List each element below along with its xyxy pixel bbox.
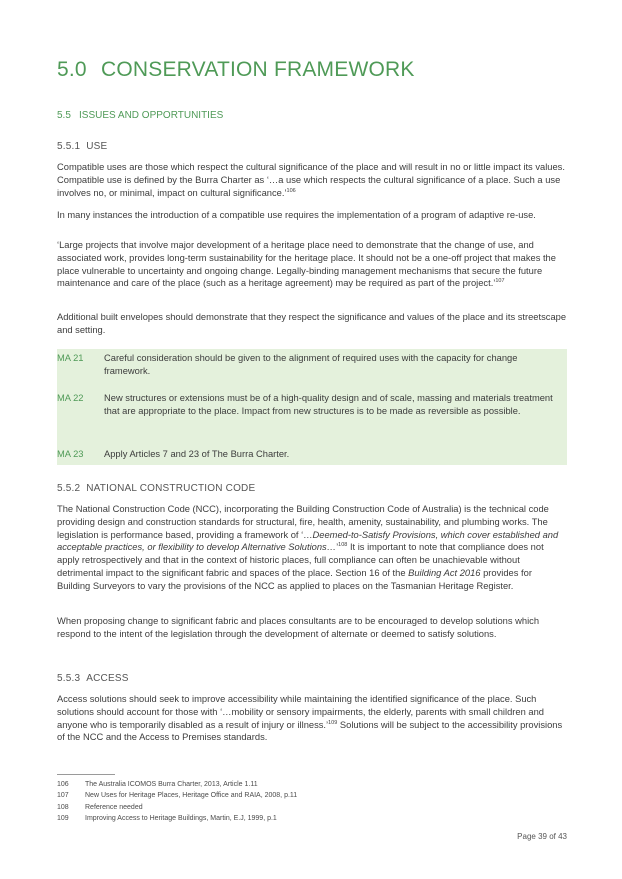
ma-text: Apply Articles 7 and 23 of The Burra Charter. [104, 449, 290, 459]
use-heading-title: USE [86, 141, 108, 152]
use-paragraph-3 [57, 239, 567, 290]
use-heading [57, 141, 107, 152]
chapter-title [57, 58, 415, 82]
ncc-p1-text-c: It is important to note that compliance does not apply retrospectively and that in the context of historic places, full compliance can often be unachievable without detrimental impact to the significant fabric and spaces of the place. Section 16 of the [57, 542, 544, 578]
use-paragraph-2: In many instances the introduction of a compatible use requires the implementation of a program of adaptive re-use. [57, 210, 536, 220]
ncc-heading [57, 483, 255, 494]
ncc-p1-text-a: The National Construction Code (NCC), incorporating the Building Construction Code of Australia) is the technical code providing design and construction standards for structural, fire, health, amenity, sustainability, and plumbing works. The legislation is performance based, providing a framework of ‘… [57, 504, 549, 540]
footnote-ref-106[interactable]: 106 [286, 187, 296, 194]
ncc-p1-text-b: ’ [336, 542, 339, 553]
footnotes [57, 779, 567, 825]
footnote-ref-108[interactable]: 108 [338, 542, 348, 549]
footnote-108 [57, 802, 567, 813]
ma-code: MA 22 [57, 393, 84, 403]
use-p1-text: Compatible uses are those which respect the cultural significance of the place and will result in no or little impact its values. Compatible use is defined by the Burra Charter as ‘…a use which respects the cultural significance of a place. Such a use involves no, or minimal, impact on cultural significance.’ [57, 162, 565, 198]
management-actions-box [57, 349, 567, 465]
footnote-109 [57, 813, 567, 824]
footnote-number: 107 [57, 792, 69, 800]
page-number: Page 39 of 43 [517, 832, 567, 841]
section-number: 5.5 [57, 110, 71, 121]
footnote-ref-107[interactable]: 107 [495, 278, 505, 285]
ncc-act-name: Building Act 2016 [408, 567, 481, 578]
footnote-text: Improving Access to Heritage Buildings, Martin, E.J, 1999, p.1 [85, 815, 277, 823]
use-heading-number: 5.5.1 [57, 141, 81, 152]
footnote-106 [57, 779, 567, 790]
access-p1-text-b: Solutions will be subject to the accessibility provisions of the NCC and the Access to Premises standards. [57, 719, 563, 743]
ncc-p1-italic-quote: Deemed-to-Satisfy Provisions, which cover established and acceptable practices, or flexibility to develop Alternative Solutions… [57, 529, 559, 553]
section-heading [57, 110, 223, 121]
footnote-number: 106 [57, 781, 69, 788]
chapter-title-text: CONSERVATION FRAMEWORK [101, 58, 415, 81]
access-heading [57, 673, 129, 684]
access-p1-text-a: Access solutions should seek to improve accessibility while maintaining the identified significance of the place. Such solutions should account for those with ‘…mobility or sensory impairments, the elderly, parents with small children and anyone who is temporarily disabled as a result of injury or illness.’ [57, 694, 544, 730]
section-title: ISSUES AND OPPORTUNITIES [79, 110, 224, 121]
use-p3-text: ‘Large projects that involve major development of a heritage place need to demonstrate that the change of use, and associated work, provides long-term sustainability for the heritage place. It should not be a one-off project that makes the place vulnerable to uncertainty and ongoing change. Legally-binding management mechanisms that secure the future maintenance and care of the place (such as a heritage agreement) may be required as part of the project.’ [57, 240, 556, 289]
ncc-p1-text-d: provides for Building Surveyors to vary the provisions of the NCC as applied to places on the Tasmanian Heritage Register. [57, 567, 532, 591]
footnote-ref-109[interactable]: 109 [328, 719, 338, 726]
ncc-paragraph-1 [57, 503, 567, 593]
footnote-number: 108 [57, 803, 69, 811]
footnote-text: The Australia ICOMOS Burra Charter, 2013, Article 1.11 [85, 781, 258, 788]
footnote-divider [57, 774, 115, 775]
ma-text: New structures or extensions must be of a high-quality design and of scale, massing and materials treatment that are appropriate to the place. Impact from new structures is to be made as reversible as possible. [104, 393, 553, 416]
ma-text: Careful consideration should be given to the alignment of required uses with the capacity for change framework. [104, 353, 518, 376]
ncc-heading-number: 5.5.2 [57, 483, 81, 494]
access-paragraph-1 [57, 693, 567, 744]
ncc-paragraph-2: When proposing change to significant fabric and places consultants are to be encouraged to develop solutions which respond to the intent of the legislation through the development of alternate or deemed to satisfy solutions. [57, 616, 540, 639]
use-paragraph-4: Additional built envelopes should demonstrate that they respect the significance and values of the place and its streetscape and setting. [57, 312, 567, 335]
ncc-heading-title: NATIONAL CONSTRUCTION CODE [86, 483, 256, 494]
footnote-text: Reference needed [85, 803, 143, 811]
footnote-number: 109 [57, 815, 69, 823]
ma-code: MA 21 [57, 353, 84, 363]
ma-code: MA 23 [57, 449, 84, 459]
access-heading-title: ACCESS [86, 673, 129, 684]
chapter-number: 5.0 [57, 58, 87, 81]
footnote-107 [57, 790, 567, 801]
use-paragraph-1 [57, 161, 567, 199]
access-heading-number: 5.5.3 [57, 673, 81, 684]
footnote-text: New Uses for Heritage Places, Heritage Office and RAIA, 2008, p.11 [85, 792, 298, 800]
